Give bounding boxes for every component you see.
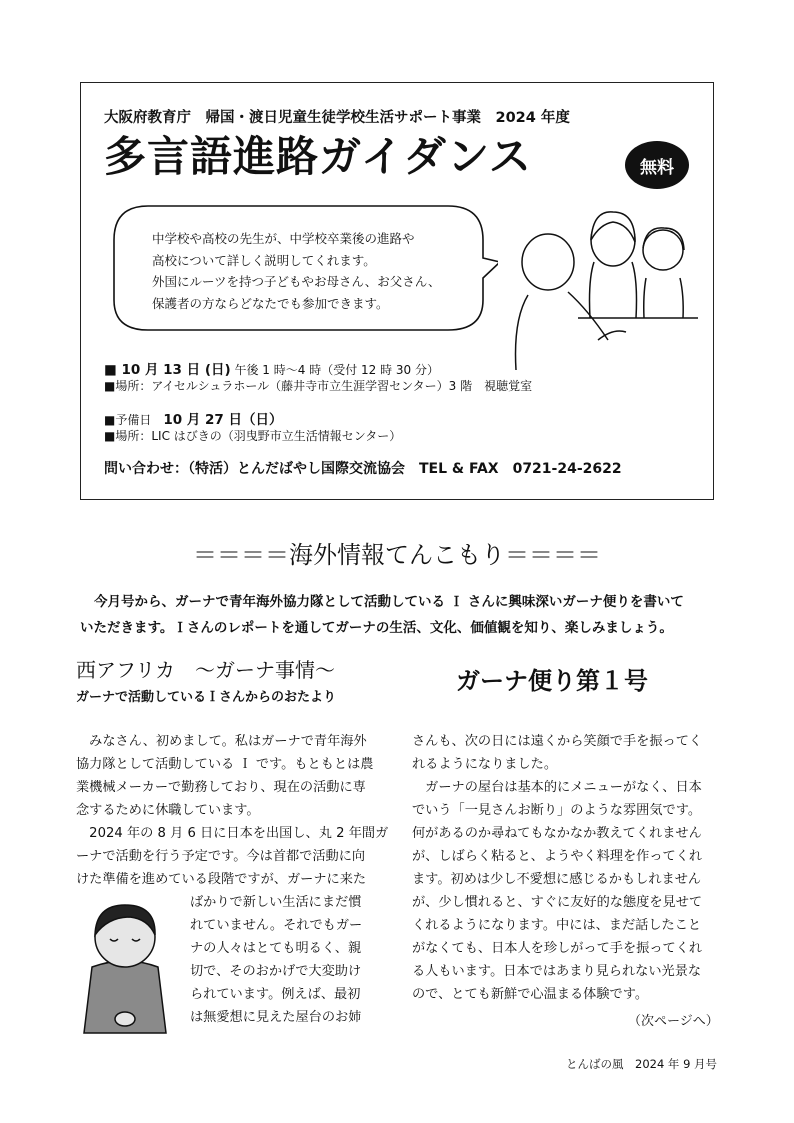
text-line: くれるようになります。中には、まだ話したこと — [412, 918, 702, 933]
left-column-narrow — [190, 891, 390, 1029]
right-column — [412, 730, 722, 1006]
flyer-org-line: 大阪府教育庁 帰国・渡日児童生徒学校生活サポート事業 2024 年度 — [104, 110, 570, 126]
bubble-line: 中学校や高校の先生が、中学校卒業後の進路や — [152, 231, 415, 246]
intro-line: いただきます。Ｉさんのレポートを通してガーナの生活、文化、価値観を知り、楽しみましょう。 — [80, 620, 673, 636]
backup-date — [104, 408, 283, 428]
intro-line: 今月号から、ガーナで青年海外協力隊として活動している Ｉ さんに興味深いガーナ便りを書いて — [94, 594, 684, 610]
backup-place: ■場所：LIC はびきの（羽曳野市立生活情報センター） — [104, 429, 402, 443]
left-column — [76, 730, 389, 891]
text-line: 協力隊として活動している Ｉ です。もともとは農 — [76, 757, 374, 772]
text-line: が、少し慣れると、すぐに友好的な態度を見せて — [412, 895, 703, 910]
text-line: ばかりで新しい生活にまだ慣 — [190, 895, 362, 910]
text-line: れていません。それでもガー — [190, 918, 363, 933]
next-page-note: （次ページへ） — [628, 1014, 719, 1029]
text-line: ーナで活動を行う予定です。今は首都で活動に向 — [76, 849, 366, 864]
backup-date-main: 10 月 27 日（日） — [163, 412, 283, 428]
text-line: 業機械メーカーで勤務しており、現在の活動に専 — [76, 780, 366, 795]
bubble-line: 保護者の方ならどなたでも参加できます。 — [152, 295, 389, 311]
text-line: れるようになりました。 — [412, 757, 558, 772]
text-line: が、しばらく粘ると、ようやく料理を作ってくれ — [412, 849, 703, 864]
contact-line: 問い合わせ：（特活）とんだばやし国際交流協会 TEL & FAX 0721-24-2622 — [104, 461, 622, 477]
bubble-line: 外国にルーツを持つ子どもやお母さん、お父さん、 — [152, 274, 441, 289]
flyer-title: 多言語進路ガイダンス — [104, 132, 532, 181]
text-line: ガーナの屋台は基本的にメニューがなく、日本 — [412, 780, 702, 795]
text-line: ナの人々はとても明るく、親 — [190, 941, 362, 956]
text-line: 切で、そのおかげで大変助け — [190, 964, 362, 979]
bubble-line: 高校について詳しく説明してくれます。 — [152, 252, 376, 268]
text-line: られています。例えば、最初 — [190, 987, 361, 1002]
text-line: 念するために休職しています。 — [76, 803, 260, 818]
text-line: 何があるのか尋ねてもなかなか教えてくれません — [412, 826, 702, 841]
text-line: さんも、次の日には遠くから笑顔で手を振ってく — [412, 734, 703, 749]
event-date — [104, 358, 439, 378]
text-line: る人もいます。日本ではあまり見られない光景な — [412, 964, 702, 979]
event-time: 午後 1 時～4 時（受付 12 時 30 分） — [230, 363, 439, 377]
text-line: 2024 年の 8 月 6 日に日本を出国し、丸 2 年間ガ — [76, 826, 389, 841]
text-line: がなくても、日本人を珍しがって手を振ってくれ — [412, 941, 703, 956]
text-line: でいう「一見さんお断り」のような雰囲気です。 — [412, 803, 702, 818]
letter-title: ガーナ便り第１号 — [456, 667, 648, 695]
free-badge: 無料 — [625, 141, 689, 189]
text-line: ので、とても新鮮で心温まる体験です。 — [412, 987, 649, 1002]
text-line: ます。初めは少し不愛想に感じるかもしれません — [412, 872, 702, 887]
section-heading: ＝＝＝＝海外情報てんこもり＝＝＝＝ — [193, 541, 601, 569]
article-heading: 西アフリカ ～ガーナ事情～ — [76, 658, 335, 682]
bubble-text — [152, 228, 482, 314]
text-line: けた準備を進めている段階ですが、ガーナに来た — [76, 872, 367, 887]
intro-paragraph — [80, 589, 720, 641]
text-line: みなさん、初めまして。私はガーナで青年海外 — [76, 734, 367, 749]
text-line: は無愛想に見えた屋台のお姉 — [190, 1010, 362, 1025]
page-footer: とんばの風 2024 年 9 月号 — [566, 1057, 718, 1071]
event-place: ■場所：アイセルシュラホール（藤井寺市立生涯学習センター）3 階 視聴覚室 — [104, 379, 533, 393]
event-date-main: ■ 10 月 13 日 (日) — [104, 362, 231, 378]
backup-date-prefix: ■予備日 — [104, 413, 164, 427]
people-illustration-icon — [508, 200, 708, 370]
article-subheading: ガーナで活動しているＩさんからのおたより — [76, 690, 337, 705]
bowing-boy-icon — [70, 895, 180, 1035]
